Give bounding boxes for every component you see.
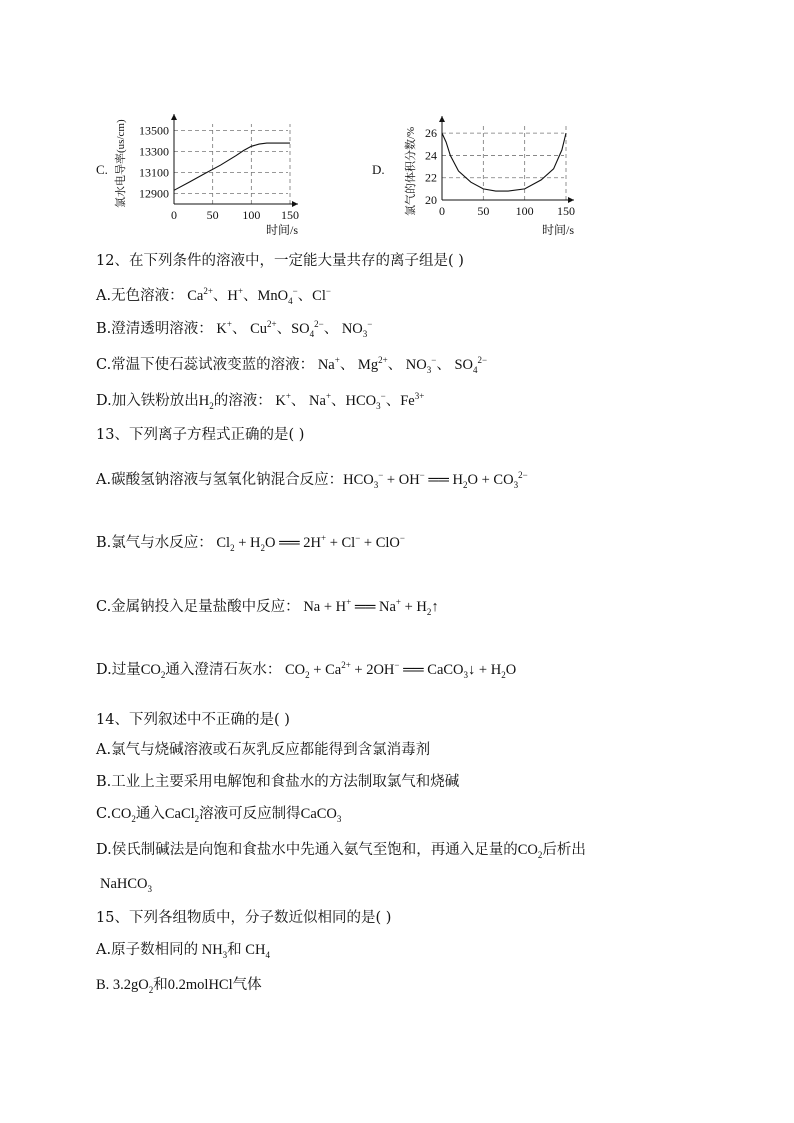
q12-option-d: D.加入铁粉放出$H_2$的溶液： K+、 Na+、$HCO_3^-$、$Fe^{3+}$ <box>96 391 425 411</box>
chart-d-x-arrow <box>568 197 574 203</box>
q13-option-d: D.过量$CO_2$通入澄清石灰水： $CO_2 + Ca^{2+} + 2OH^-$ ══ CaCO$_3$↓ + $H_2O$ <box>96 660 517 680</box>
chart-c-x-tick-label: 0 <box>171 208 177 222</box>
chart-d-y-tick-label: 22 <box>425 170 437 185</box>
chart-c-y-tick-label: 13500 <box>139 123 169 138</box>
q14-stem: 14、下列叙述中不正确的是( ) <box>96 712 290 728</box>
q15-option-a: A.原子数相同的 $NH_3$和 $CH_4$ <box>96 942 270 960</box>
q13-stem: 13、下列离子方程式正确的是( ) <box>96 427 305 443</box>
chart-d-y-tick-label: 24 <box>425 148 437 163</box>
chart-d-y-tick-label: 20 <box>425 193 437 207</box>
q12-option-c: C.常温下使石蕊试液变蓝的溶液： Na+、 $Mg^{2+}$、 $NO_3^-$、 $SO_4^{2-}$ <box>96 355 488 375</box>
chart-c-y-arrow <box>171 114 177 120</box>
chart-c-x-tick-label: 50 <box>206 208 219 222</box>
chart-c-xlabel: 时间/s <box>266 223 299 237</box>
chart-c-plot <box>139 114 299 222</box>
chart-d-series-line <box>442 133 566 191</box>
chart-d-x-tick-label: 50 <box>477 204 490 218</box>
chart-c-x-arrow <box>292 201 298 207</box>
chart-d-label: D. <box>372 162 385 177</box>
chart-c-ylabel: 氯水电导率(us/cm) <box>115 119 127 208</box>
q15-option-b: B. $3.2gO_2$和0.2molHCl气体 <box>96 977 262 995</box>
chart-c-x-tick-label: 150 <box>281 208 299 222</box>
q14-option-b: B.工业上主要采用电解饱和食盐水的方法制取氯气和烧碱 <box>96 774 460 790</box>
chart-d-x-tick-label: 150 <box>557 204 575 218</box>
chart-d-y-arrow <box>439 116 445 122</box>
q12-option-a: A.无色溶液： $Ca^{2+}$、H+、MnO$_4$−、Cl− <box>96 286 331 306</box>
chart-d-ylabel: 氯气的体积分数/% <box>405 126 417 216</box>
chart-c-conductivity <box>94 100 324 240</box>
q14-option-a: A.氯气与烧碱溶液或石灰乳反应都能得到含氯消毒剂 <box>96 742 431 758</box>
q13-option-b: B.氯气与水反应： $Cl_2 + H_2O$ ══ 2H+ + Cl− + ClO− <box>96 533 405 553</box>
q13-option-c: C.金属钠投入足量盐酸中反应： Na + H+ ══ $Na^+ + H_2↑$ <box>96 597 439 617</box>
chart-c-series-line <box>174 143 290 190</box>
chart-d-plot <box>425 116 575 218</box>
chart-c-y-tick-label: 13100 <box>139 165 169 180</box>
q13-option-a: A.碳酸氢钠溶液与氢氧化钠混合反应：$HCO_3^- + OH^-$ ══ $H_2O + CO_3^{2-}$ <box>96 470 528 490</box>
q14-option-c: $C.CO_2$通入CaCl$_2$溶液可反应制得CaCO$_3$ <box>96 806 342 824</box>
chart-d-chlorine-fraction <box>370 100 600 240</box>
chart-d-x-tick-label: 0 <box>439 204 445 218</box>
q12-option-b: B.澄清透明溶液： K+、 $Cu^{2+}$、$SO_4^{2-}$、 $NO_3^-$ <box>96 319 373 339</box>
q14-option-d: D.侯氏制碱法是向饱和食盐水中先通入氨气至饱和，再通入足量的$CO_2$后析出 <box>96 842 586 860</box>
chart-c-y-tick-label: 13300 <box>139 144 169 159</box>
chart-c-y-tick-label: 12900 <box>139 186 169 201</box>
chart-d-xlabel: 时间/s <box>542 223 575 237</box>
q15-stem: 15、下列各组物质中，分子数近似相同的是( ) <box>96 910 392 926</box>
q12-stem: 12、在下列条件的溶液中，一定能大量共存的离子组是( ) <box>96 253 464 269</box>
chart-c-label: C. <box>96 162 108 177</box>
chart-c-x-tick-label: 100 <box>242 208 261 222</box>
chart-d-x-tick-label: 100 <box>515 204 534 218</box>
q14-option-d-cont: NaHCO$_3$ <box>100 876 153 894</box>
chart-d-y-tick-label: 26 <box>425 126 437 141</box>
